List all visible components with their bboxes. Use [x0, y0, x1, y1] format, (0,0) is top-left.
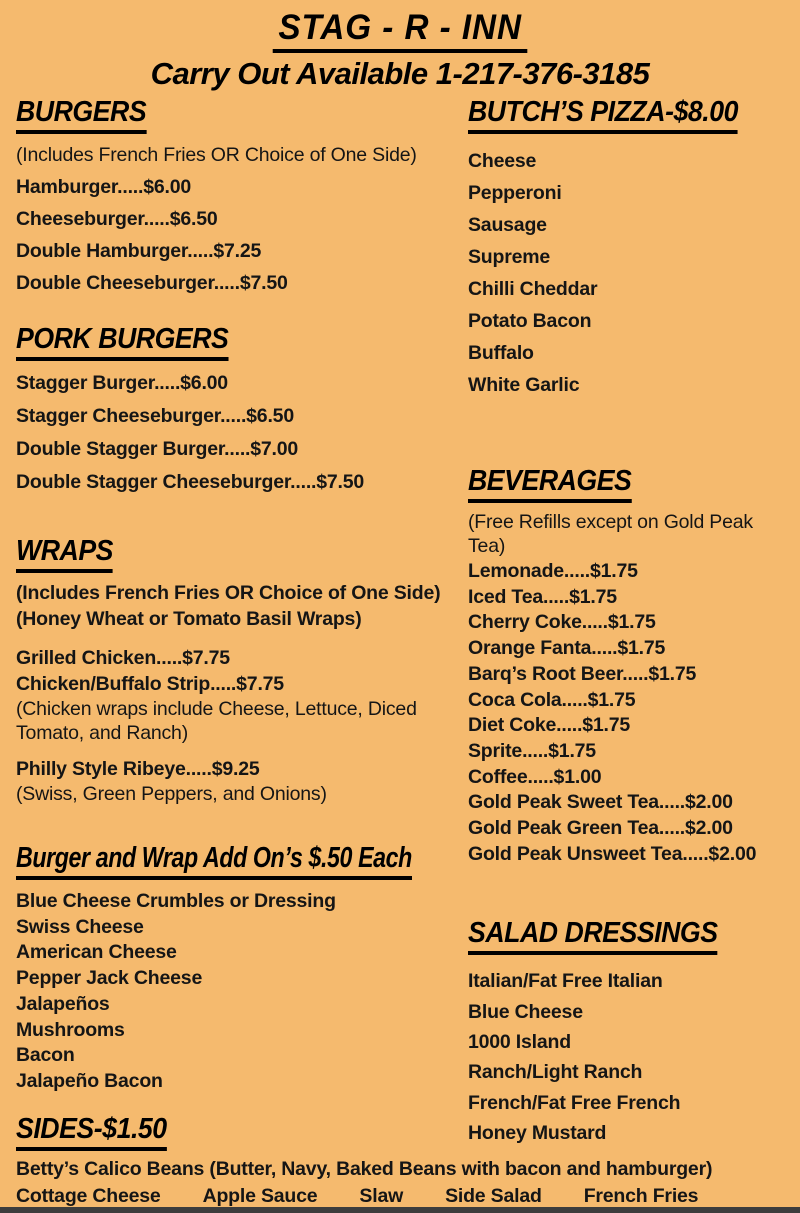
salad-dressings-title: SALAD DRESSINGS — [468, 917, 718, 955]
menu-item: Potato Bacon — [468, 310, 592, 332]
menu-item: Sprite.....$1.75 — [468, 739, 596, 762]
menu-item: Double Stagger Burger.....$7.00 — [16, 438, 299, 460]
footer-bar — [0, 1207, 800, 1213]
wraps-section — [16, 535, 468, 806]
menu-item: Side Salad — [445, 1185, 542, 1207]
sides-items — [16, 1184, 790, 1208]
menu-item: Cottage Cheese — [16, 1185, 161, 1207]
beverages-section — [468, 465, 794, 867]
menu-item: Coca Cola.....$1.75 — [468, 688, 636, 711]
burgers-items — [16, 171, 468, 299]
menu-item: Hamburger.....$6.00 — [16, 176, 192, 198]
menu-item: Blue Cheese Crumbles or Dressing — [16, 890, 336, 912]
menu-item: Bacon — [16, 1044, 75, 1067]
menu-item: Blue Cheese — [468, 1000, 583, 1023]
burgers-title: BURGERS — [16, 96, 146, 134]
wraps-note-sides: (Includes French Fries OR Choice of One Side) — [16, 582, 441, 604]
menu-item: Orange Fanta.....$1.75 — [468, 637, 666, 660]
menu-item: (Swiss, Green Peppers, and Onions) — [16, 783, 327, 805]
pizza-title: BUTCH’S PIZZA-$8.00 — [468, 96, 738, 134]
menu-item: Grilled Chicken.....$7.75 — [16, 647, 230, 669]
menu-item: Jalapeño Bacon — [16, 1069, 163, 1092]
menu-item: Double Stagger Cheeseburger.....$7.50 — [16, 471, 365, 493]
menu-item: Barq’s Root Beer.....$1.75 — [468, 662, 697, 685]
menu-item: American Cheese — [16, 941, 177, 964]
menu-item: Pepper Jack Cheese — [16, 967, 203, 990]
menu-header — [0, 0, 800, 92]
carryout-phone-line: Carry Out Available 1-217-376-3185 — [150, 56, 650, 91]
menu-item: Ranch/Light Ranch — [468, 1061, 643, 1084]
menu-item: Buffalo — [468, 342, 534, 364]
menu-item: Lemonade.....$1.75 — [468, 560, 638, 582]
menu-item: 1000 Island — [468, 1031, 571, 1054]
beverages-note: (Free Refills except on Gold Peak Tea) — [468, 511, 753, 557]
menu-item: Philly Style Ribeye.....$9.25 — [16, 758, 260, 780]
left-column — [16, 96, 468, 1095]
menu-item: Double Cheeseburger.....$7.50 — [16, 272, 288, 294]
menu-item: Supreme — [468, 246, 551, 268]
menu-item: French Fries — [583, 1185, 699, 1207]
menu-item: French/Fat Free French — [468, 1091, 681, 1114]
menu-item: Jalapeños — [16, 992, 110, 1015]
wraps-items — [16, 645, 468, 806]
menu-item: Gold Peak Unsweet Tea.....$2.00 — [468, 842, 757, 865]
menu-item: Apple Sauce — [202, 1185, 318, 1207]
menu-item: Gold Peak Green Tea.....$2.00 — [468, 817, 733, 840]
pizza-section — [468, 96, 794, 401]
pizza-items — [468, 145, 794, 401]
menu-item: Cherry Coke.....$1.75 — [468, 611, 656, 634]
burgers-note: (Includes French Fries OR Choice of One Side) — [16, 144, 417, 166]
menu-item: Honey Mustard — [468, 1121, 607, 1144]
title-row — [0, 8, 800, 53]
menu-columns — [0, 92, 800, 1148]
beverages-title: BEVERAGES — [468, 465, 631, 503]
menu-item: Stagger Cheeseburger.....$6.50 — [16, 405, 294, 427]
menu-item: Mushrooms — [16, 1018, 125, 1041]
pork-burgers-section — [16, 323, 468, 499]
menu-item: Cheeseburger.....$6.50 — [16, 208, 218, 230]
beverages-items — [468, 559, 794, 867]
sides-title: SIDES-$1.50 — [16, 1113, 167, 1151]
sides-beans-line: Betty’s Calico Beans (Butter, Navy, Baked Beans with bacon and hamburger) — [16, 1158, 713, 1180]
menu-item: Italian/Fat Free Italian — [468, 970, 663, 993]
burgers-section — [16, 96, 468, 299]
menu-item: Slaw — [359, 1185, 404, 1207]
menu-item: Coffee.....$1.00 — [468, 765, 602, 788]
addons-items — [16, 889, 468, 1095]
menu-item: White Garlic — [468, 374, 580, 396]
menu-item: Gold Peak Sweet Tea.....$2.00 — [468, 791, 733, 814]
addons-section — [16, 842, 468, 1095]
wraps-note-breads: (Honey Wheat or Tomato Basil Wraps) — [16, 608, 362, 630]
menu-item: Swiss Cheese — [16, 915, 144, 938]
menu-item: Chilli Cheddar — [468, 278, 598, 300]
menu-item: Pepperoni — [468, 182, 562, 204]
restaurant-name: STAG - R - INN — [273, 8, 528, 53]
menu-item: Diet Coke.....$1.75 — [468, 714, 631, 737]
menu-item: Double Hamburger.....$7.25 — [16, 240, 262, 262]
right-column — [468, 96, 794, 1148]
menu-item: (Chicken wraps include Cheese, Lettuce, Diced Tomato, and Ranch) — [16, 698, 417, 744]
menu-item: Stagger Burger.....$6.00 — [16, 372, 228, 394]
menu-item: Cheese — [468, 150, 537, 172]
wraps-notes — [16, 580, 468, 632]
menu-item: Chicken/Buffalo Strip.....$7.75 — [16, 673, 284, 695]
addons-title: Burger and Wrap Add On’s $.50 Each — [16, 842, 412, 880]
menu-item: Sausage — [468, 214, 547, 236]
wraps-title: WRAPS — [16, 535, 113, 573]
pork-burgers-title: PORK BURGERS — [16, 323, 228, 361]
pork-burgers-items — [16, 367, 468, 499]
sides-section — [0, 1113, 800, 1208]
menu-item: Iced Tea.....$1.75 — [468, 585, 617, 608]
